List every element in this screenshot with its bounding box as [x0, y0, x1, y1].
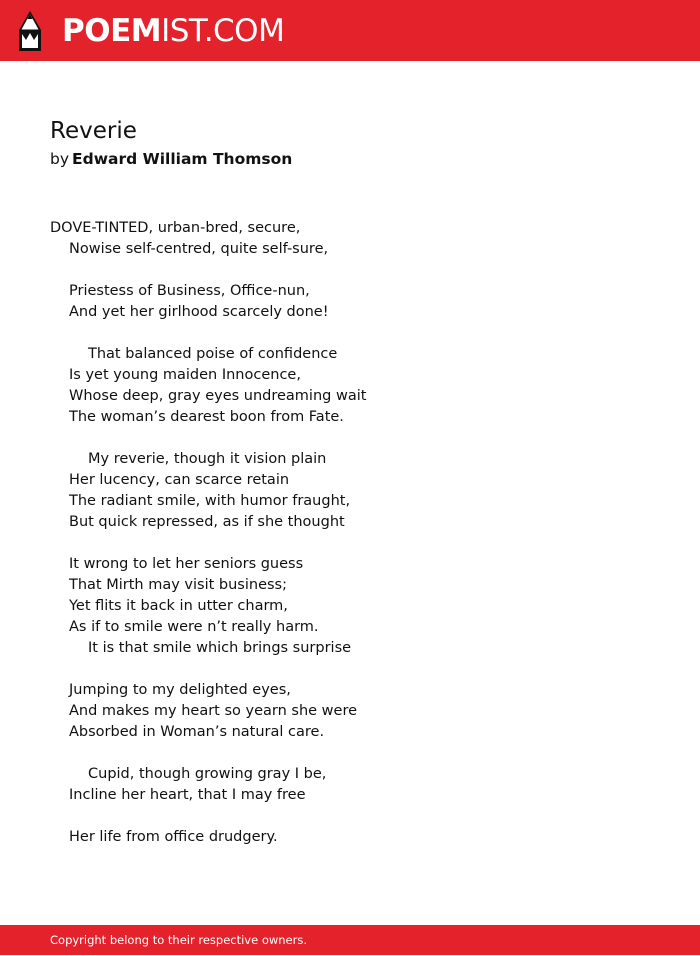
site-logo[interactable] [62, 11, 284, 51]
poem-line: It wrong to let her seniors guess [69, 556, 304, 572]
stanza-break [50, 743, 650, 764]
poem-line: It is that smile which brings surprise [88, 640, 352, 656]
poem-line: The woman’s dearest boon from Fate. [69, 409, 344, 425]
poem-line: The radiant smile, with humor fraught, [69, 493, 351, 509]
poem-line: Whose deep, gray eyes undreaming wait [69, 388, 367, 404]
poem-title: Reverie [50, 118, 137, 144]
poem-line: But quick repressed, as if she thought [69, 514, 345, 530]
poem-line: Yet flits it back in utter charm, [69, 598, 288, 614]
poem-line: And yet her girlhood scarcely done! [69, 304, 329, 320]
poem-line: Cupid, though growing gray I be, [88, 766, 327, 782]
poem-line: My reverie, though it vision plain [88, 451, 327, 467]
stanza-break [50, 806, 650, 827]
poem-line: Incline her heart, that I may free [69, 787, 306, 803]
stanza-break [50, 428, 650, 449]
poem-body [50, 218, 650, 848]
site-footer [0, 925, 700, 955]
poem-author: Edward William Thomson [72, 150, 293, 168]
poem-line: That balanced poise of confidence [88, 346, 338, 362]
poem-line: Priestess of Business, Office-nun, [69, 283, 310, 299]
logo-brand-light: IST.COM [161, 13, 285, 49]
stanza-break [50, 533, 650, 554]
site-header [0, 0, 700, 61]
poem-line: And makes my heart so yearn she were [69, 703, 358, 719]
stanza-break [50, 260, 650, 281]
poem-byline [50, 148, 292, 170]
stanza-break [50, 323, 650, 344]
byline-prefix: by [50, 150, 70, 168]
poem-line: Is yet young maiden Innocence, [69, 367, 301, 383]
copyright-notice: Copyright belong to their respective owners. [50, 933, 308, 947]
poem-line: Jumping to my delighted eyes, [69, 682, 291, 698]
poem-line: As if to smile were n’t really harm. [69, 619, 319, 635]
stanza-break [50, 659, 650, 680]
poem-line: That Mirth may visit business; [69, 577, 287, 593]
poem-line: Nowise self-centred, quite self-sure, [69, 241, 329, 257]
poem-line: Her lucency, can scarce retain [69, 472, 290, 488]
poem-line: Her life from office drudgery. [69, 829, 278, 845]
poem-line: DOVE-TINTED, urban-bred, secure, [50, 220, 301, 236]
logo-brand-bold: POEM [62, 13, 162, 49]
poem-line: Absorbed in Woman’s natural care. [69, 724, 325, 740]
pencil-icon [18, 10, 42, 51]
